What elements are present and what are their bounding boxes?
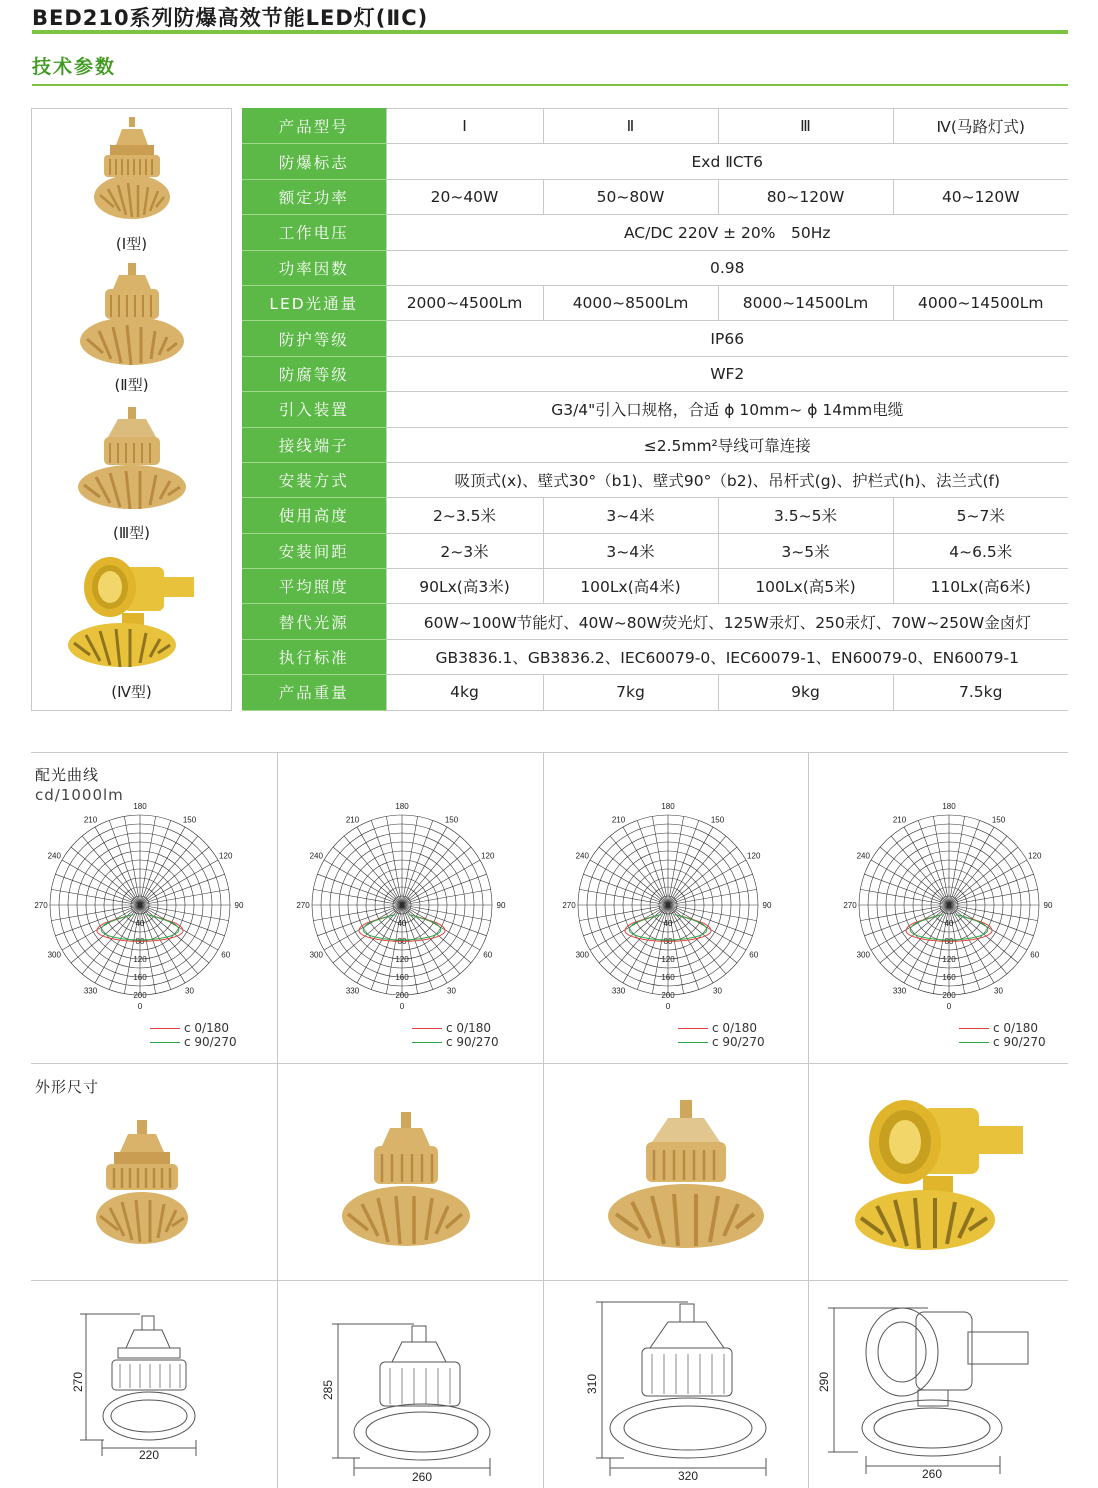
polar-angle-label: 120 bbox=[481, 851, 495, 861]
product-type-panel bbox=[31, 108, 232, 711]
polar-angle-label: 90 bbox=[496, 901, 506, 910]
legend-swatch bbox=[678, 1042, 708, 1043]
product-photo-type-3 bbox=[604, 1098, 768, 1252]
spec-cell: Ⅱ bbox=[543, 109, 718, 144]
polar-radial-label: 160 bbox=[661, 973, 675, 982]
polar-legend-1 bbox=[150, 1021, 237, 1049]
dim-height-3: 310 bbox=[585, 1373, 599, 1395]
grid-col-divider-2 bbox=[543, 752, 544, 1488]
legend-label: c 90/270 bbox=[993, 1035, 1046, 1049]
spec-cell: 7.5kg bbox=[893, 675, 1068, 710]
spec-row bbox=[242, 285, 1068, 320]
spec-row bbox=[242, 321, 1068, 356]
polar-angle-label: 270 bbox=[296, 901, 310, 910]
spec-cell: G3/4"引入口规格，合适 ϕ 10mm~ ϕ 14mm电缆 bbox=[386, 392, 1068, 427]
legend-entry bbox=[678, 1021, 765, 1035]
polar-radial-label: 120 bbox=[133, 955, 147, 964]
polar-angle-label: 120 bbox=[747, 851, 761, 861]
polar-radial-label: 200 bbox=[942, 991, 956, 1000]
polar-radial-label: 160 bbox=[133, 973, 147, 982]
light-curve-label: 配光曲线 bbox=[35, 766, 100, 784]
spec-cell: 100Lx(高4米) bbox=[543, 569, 718, 604]
polar-angle-label: 150 bbox=[991, 815, 1006, 825]
spec-row-label: 安装间距 bbox=[242, 533, 386, 568]
polar-angle-label: 330 bbox=[345, 986, 360, 996]
polar-radial-label: 80 bbox=[397, 937, 407, 946]
polar-chart-2 bbox=[282, 800, 522, 1020]
spec-table bbox=[242, 108, 1068, 711]
spec-cell: 20~40W bbox=[386, 179, 543, 214]
spec-cell: 4000~8500Lm bbox=[543, 285, 718, 320]
grid-line-top bbox=[31, 752, 1068, 753]
polar-radial-label: 120 bbox=[661, 955, 675, 964]
polar-angle-label: 60 bbox=[1030, 950, 1040, 960]
spec-cell: Ⅰ bbox=[386, 109, 543, 144]
spec-row-label: 替代光源 bbox=[242, 604, 386, 639]
grid-line-middle bbox=[31, 1063, 1068, 1064]
dimension-drawing-type-1 bbox=[60, 1308, 210, 1464]
spec-row bbox=[242, 179, 1068, 214]
spec-row-label: 执行标准 bbox=[242, 639, 386, 674]
spec-cell: 吸顶式(x)、壁式30°（b1)、壁式90°（b2)、吊杆式(g)、护栏式(h)、法兰式(f) bbox=[386, 462, 1068, 497]
spec-row bbox=[242, 569, 1068, 604]
spec-row bbox=[242, 427, 1068, 462]
type-label-4: (Ⅳ型) bbox=[111, 683, 152, 701]
section-title-specs: 技术参数 bbox=[32, 56, 117, 78]
spec-cell: 3~4米 bbox=[543, 498, 718, 533]
polar-angle-label: 270 bbox=[34, 901, 48, 910]
spec-row-label: 引入装置 bbox=[242, 392, 386, 427]
legend-entry bbox=[150, 1021, 237, 1035]
polar-angle-label: 330 bbox=[892, 986, 907, 996]
polar-radial-label: 0 bbox=[665, 901, 671, 910]
grid-col-divider-1 bbox=[277, 752, 278, 1488]
legend-entry bbox=[150, 1035, 237, 1049]
spec-cell: 4kg bbox=[386, 675, 543, 710]
type-label-3: (Ⅲ型) bbox=[112, 524, 151, 542]
polar-angle-label: 300 bbox=[856, 950, 870, 960]
polar-angle-label: 60 bbox=[483, 950, 493, 960]
spec-cell: 3~5米 bbox=[718, 533, 893, 568]
polar-radial-label: 40 bbox=[944, 919, 954, 928]
spec-cell: 7kg bbox=[543, 675, 718, 710]
polar-angle-label: 180 bbox=[942, 802, 956, 811]
type-label-2: (Ⅱ型) bbox=[114, 376, 149, 394]
polar-angle-label: 120 bbox=[1028, 851, 1042, 861]
light-curve-unit: cd/1000lm bbox=[35, 786, 124, 804]
spec-row bbox=[242, 533, 1068, 568]
polar-angle-label: 60 bbox=[749, 950, 759, 960]
spec-cell: 4~6.5米 bbox=[893, 533, 1068, 568]
spec-cell: AC/DC 220V ± 20% 50Hz bbox=[386, 215, 1068, 250]
polar-legend-2 bbox=[412, 1021, 499, 1049]
polar-angle-label: 240 bbox=[856, 851, 870, 861]
polar-angle-label: 240 bbox=[309, 851, 323, 861]
spec-row bbox=[242, 604, 1068, 639]
legend-entry bbox=[959, 1035, 1046, 1049]
spec-row-label: 使用高度 bbox=[242, 498, 386, 533]
polar-angle-label: 90 bbox=[1043, 901, 1053, 910]
spec-row bbox=[242, 109, 1068, 144]
spec-row bbox=[242, 462, 1068, 497]
spec-row bbox=[242, 356, 1068, 391]
product-photo-type-4 bbox=[853, 1096, 1029, 1256]
polar-radial-label: 0 bbox=[946, 901, 952, 910]
polar-angle-label: 240 bbox=[47, 851, 61, 861]
spec-cell: ≤2.5mm²导线可靠连接 bbox=[386, 427, 1068, 462]
spec-row-label: 防护等级 bbox=[242, 321, 386, 356]
page-title: BED210系列防爆高效节能LED灯(ⅡC) bbox=[32, 6, 429, 30]
polar-angle-label: 0 bbox=[946, 1002, 952, 1011]
polar-angle-label: 300 bbox=[309, 950, 323, 960]
polar-angle-label: 150 bbox=[444, 815, 459, 825]
polar-angle-label: 30 bbox=[447, 986, 456, 996]
polar-angle-label: 30 bbox=[185, 986, 194, 996]
spec-row-label: 防爆标志 bbox=[242, 144, 386, 179]
polar-angle-label: 180 bbox=[395, 802, 409, 811]
polar-angle-label: 90 bbox=[762, 901, 772, 910]
polar-angle-label: 330 bbox=[611, 986, 626, 996]
lamp-type-4-image bbox=[66, 553, 198, 671]
polar-angle-label: 30 bbox=[994, 986, 1003, 996]
polar-chart-3 bbox=[548, 800, 788, 1020]
spec-cell: 2~3米 bbox=[386, 533, 543, 568]
spec-row-label: 接线端子 bbox=[242, 427, 386, 462]
spec-cell: 3.5~5米 bbox=[718, 498, 893, 533]
lamp-type-1-image bbox=[92, 115, 172, 227]
spec-row bbox=[242, 144, 1068, 179]
product-photo-type-2 bbox=[338, 1110, 474, 1250]
polar-radial-label: 160 bbox=[395, 973, 409, 982]
polar-radial-label: 200 bbox=[661, 991, 675, 1000]
dim-width-3: 320 bbox=[677, 1469, 699, 1483]
polar-radial-label: 120 bbox=[942, 955, 956, 964]
spec-cell: Ⅳ(马路灯式) bbox=[893, 109, 1068, 144]
legend-label: c 90/270 bbox=[712, 1035, 765, 1049]
polar-radial-label: 40 bbox=[397, 919, 407, 928]
polar-radial-label: 40 bbox=[663, 919, 673, 928]
spec-cell: 4000~14500Lm bbox=[893, 285, 1068, 320]
dim-height-1: 270 bbox=[71, 1371, 85, 1393]
spec-cell: 40~120W bbox=[893, 179, 1068, 214]
legend-label: c 90/270 bbox=[446, 1035, 499, 1049]
polar-angle-label: 210 bbox=[83, 815, 98, 825]
polar-legend-3 bbox=[678, 1021, 765, 1049]
spec-cell: 2~3.5米 bbox=[386, 498, 543, 533]
spec-cell: 8000~14500Lm bbox=[718, 285, 893, 320]
polar-chart-4 bbox=[829, 800, 1069, 1020]
polar-angle-label: 180 bbox=[133, 802, 147, 811]
spec-cell: 9kg bbox=[718, 675, 893, 710]
spec-row-label: LED光通量 bbox=[242, 285, 386, 320]
dimension-drawing-type-4 bbox=[808, 1302, 1038, 1484]
legend-swatch bbox=[959, 1028, 989, 1029]
polar-radial-label: 40 bbox=[135, 919, 145, 928]
dimension-drawing-type-3 bbox=[578, 1298, 774, 1484]
legend-label: c 90/270 bbox=[184, 1035, 237, 1049]
spec-row-label: 工作电压 bbox=[242, 215, 386, 250]
spec-cell: Ⅲ bbox=[718, 109, 893, 144]
spec-cell: Exd ⅡCT6 bbox=[386, 144, 1068, 179]
legend-swatch bbox=[678, 1028, 708, 1029]
dim-width-1: 220 bbox=[138, 1448, 160, 1462]
polar-angle-label: 30 bbox=[713, 986, 722, 996]
polar-radial-label: 0 bbox=[399, 901, 405, 910]
polar-radial-label: 0 bbox=[137, 901, 143, 910]
lamp-type-2-image bbox=[77, 261, 187, 369]
legend-label: c 0/180 bbox=[712, 1021, 757, 1035]
grid-line-lower bbox=[31, 1280, 1068, 1281]
legend-label: c 0/180 bbox=[993, 1021, 1038, 1035]
spec-row bbox=[242, 639, 1068, 674]
dim-width-2: 260 bbox=[411, 1470, 433, 1484]
dimensions-label: 外形尺寸 bbox=[35, 1078, 100, 1096]
polar-angle-label: 210 bbox=[611, 815, 626, 825]
dim-height-2: 285 bbox=[321, 1379, 335, 1401]
polar-angle-label: 150 bbox=[182, 815, 197, 825]
polar-angle-label: 270 bbox=[562, 901, 576, 910]
spec-cell: 60W~100W节能灯、40W~80W荧光灯、125W汞灯、250汞灯、70W~250W金卤灯 bbox=[386, 604, 1068, 639]
product-photo-type-1 bbox=[92, 1118, 192, 1248]
spec-cell: 80~120W bbox=[718, 179, 893, 214]
spec-cell: IP66 bbox=[386, 321, 1068, 356]
dim-width-4: 260 bbox=[921, 1467, 943, 1481]
legend-swatch bbox=[412, 1028, 442, 1029]
legend-entry bbox=[959, 1021, 1046, 1035]
spec-cell: WF2 bbox=[386, 356, 1068, 391]
dimension-drawing-type-2 bbox=[314, 1318, 504, 1484]
spec-row-label: 安装方式 bbox=[242, 462, 386, 497]
polar-radial-label: 80 bbox=[663, 937, 673, 946]
polar-radial-label: 120 bbox=[395, 955, 409, 964]
polar-angle-label: 0 bbox=[137, 1002, 143, 1011]
polar-radial-label: 160 bbox=[942, 973, 956, 982]
polar-angle-label: 120 bbox=[219, 851, 233, 861]
dim-height-4: 290 bbox=[817, 1371, 831, 1393]
polar-angle-label: 0 bbox=[399, 1002, 405, 1011]
lamp-type-3-image bbox=[76, 405, 188, 513]
legend-label: c 0/180 bbox=[446, 1021, 491, 1035]
polar-angle-label: 330 bbox=[83, 986, 98, 996]
spec-cell: 3~4米 bbox=[543, 533, 718, 568]
spec-row bbox=[242, 498, 1068, 533]
legend-swatch bbox=[959, 1042, 989, 1043]
legend-swatch bbox=[150, 1042, 180, 1043]
polar-angle-label: 0 bbox=[665, 1002, 671, 1011]
type-label-1: (Ⅰ型) bbox=[115, 235, 148, 253]
legend-swatch bbox=[150, 1028, 180, 1029]
polar-angle-label: 270 bbox=[843, 901, 857, 910]
title-divider bbox=[32, 30, 1068, 34]
polar-angle-label: 60 bbox=[221, 950, 231, 960]
spec-cell: 110Lx(高6米) bbox=[893, 569, 1068, 604]
polar-legend-4 bbox=[959, 1021, 1046, 1049]
polar-angle-label: 300 bbox=[575, 950, 589, 960]
spec-row-label: 功率因数 bbox=[242, 250, 386, 285]
spec-row bbox=[242, 215, 1068, 250]
polar-angle-label: 150 bbox=[710, 815, 725, 825]
spec-cell: 2000~4500Lm bbox=[386, 285, 543, 320]
polar-chart-1 bbox=[20, 800, 260, 1020]
polar-angle-label: 90 bbox=[234, 901, 244, 910]
subtitle-divider bbox=[32, 84, 1068, 86]
polar-angle-label: 180 bbox=[661, 802, 675, 811]
spec-row-label: 产品重量 bbox=[242, 675, 386, 710]
polar-radial-label: 200 bbox=[395, 991, 409, 1000]
polar-angle-label: 210 bbox=[345, 815, 360, 825]
polar-angle-label: 300 bbox=[47, 950, 61, 960]
legend-entry bbox=[412, 1021, 499, 1035]
polar-radial-label: 80 bbox=[944, 937, 954, 946]
spec-row-label: 产品型号 bbox=[242, 109, 386, 144]
spec-row bbox=[242, 392, 1068, 427]
spec-cell: GB3836.1、GB3836.2、IEC60079-0、IEC60079-1、EN60079-0、EN60079-1 bbox=[386, 639, 1068, 674]
spec-cell: 5~7米 bbox=[893, 498, 1068, 533]
polar-radial-label: 80 bbox=[135, 937, 145, 946]
spec-cell: 50~80W bbox=[543, 179, 718, 214]
legend-label: c 0/180 bbox=[184, 1021, 229, 1035]
legend-entry bbox=[412, 1035, 499, 1049]
legend-entry bbox=[678, 1035, 765, 1049]
spec-row-label: 额定功率 bbox=[242, 179, 386, 214]
spec-cell: 100Lx(高5米) bbox=[718, 569, 893, 604]
polar-angle-label: 240 bbox=[575, 851, 589, 861]
spec-row bbox=[242, 250, 1068, 285]
spec-row bbox=[242, 675, 1068, 710]
polar-radial-label: 200 bbox=[133, 991, 147, 1000]
spec-row-label: 防腐等级 bbox=[242, 356, 386, 391]
legend-swatch bbox=[412, 1042, 442, 1043]
spec-row-label: 平均照度 bbox=[242, 569, 386, 604]
polar-angle-label: 210 bbox=[892, 815, 907, 825]
spec-cell: 0.98 bbox=[386, 250, 1068, 285]
spec-cell: 90Lx(高3米) bbox=[386, 569, 543, 604]
